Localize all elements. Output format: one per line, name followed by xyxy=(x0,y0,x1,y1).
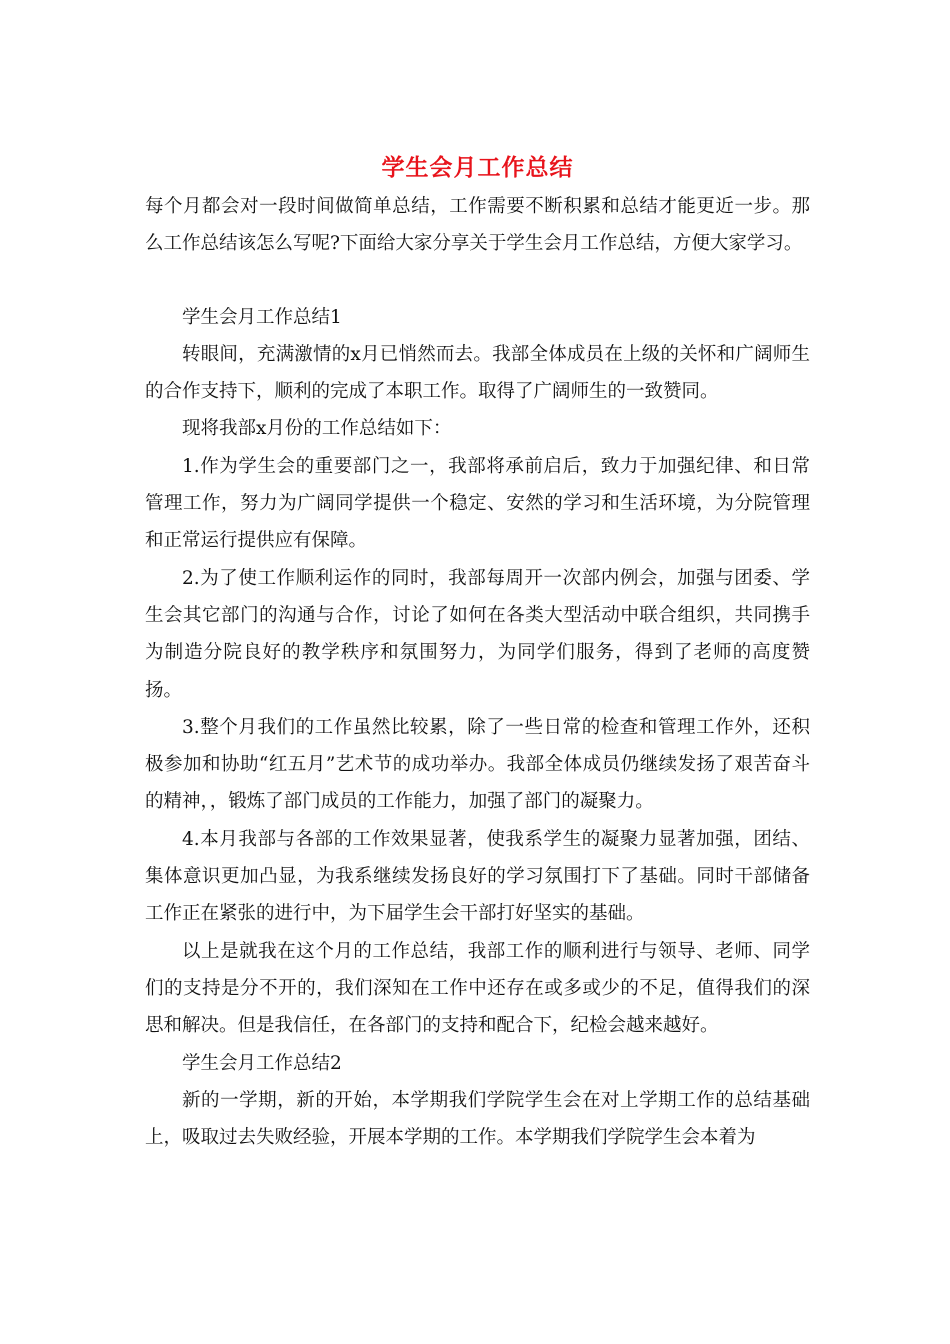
body-paragraph: 以上是就我在这个月的工作总结，我部工作的顺利进行与领导、老师、同学们的支持是分不开的，我们深知在工作中还存在或多或少的不足，值得我们的深思和解决。但是我信任，在各部门的支持和配合下，纪检会越来越好。 xyxy=(145,940,810,1037)
intro-paragraph: 每个月都会对一段时间做简单总结，工作需要不断积累和总结才能更近一步。那么工作总结该怎么写呢?下面给大家分享关于学生会月工作总结，方便大家学习。 xyxy=(145,196,810,255)
body-paragraph: 转眼间，充满激情的x月已悄然而去。我部全体成员在上级的关怀和广阔师生的合作支持下，顺利的完成了本职工作。取得了广阔师生的一致赞同。 xyxy=(145,343,810,403)
list-item-paragraph: 2.为了使工作顺利运作的同时，我部每周开一次部内例会，加强与团委、学生会其它部门的沟通与合作，讨论了如何在各类大型活动中联合组织，共同携手为制造分院良好的教学秩序和氛围努力，为同学们服务，得到了老师的高度赞扬。 xyxy=(145,567,810,701)
document-title: 学生会月工作总结 xyxy=(381,154,574,181)
section-heading: 学生会月工作总结2 xyxy=(182,1052,342,1074)
section-2 xyxy=(145,1045,810,1157)
section-heading: 学生会月工作总结1 xyxy=(182,306,342,328)
section-1 xyxy=(145,299,810,1045)
list-item-paragraph: 3.整个月我们的工作虽然比较累，除了一些日常的检查和管理工作外，还积极参加和协助“红五月”艺术节的成功举办。我部全体成员仍继续发扬了艰苦奋斗的精神，，锻炼了部门成员的工作能力，加强了部门的凝聚力。 xyxy=(145,716,810,813)
body-paragraph: 现将我部x月份的工作总结如下： xyxy=(182,418,452,440)
list-item-paragraph: 1.作为学生会的重要部门之一，我部将承前启后，致力于加强纪律、和日常管理工作，努力为广阔同学提供一个稳定、安然的学习和生活环境，为分院管理和正常运行提供应有保障。 xyxy=(145,455,810,552)
document-page xyxy=(145,148,810,1156)
list-item-paragraph: 4.本月我部与各部的工作效果显著，使我系学生的凝聚力显著加强，团结、集体意识更加凸显，为我系继续发扬良好的学习氛围打下了基础。同时干部储备工作正在紧张的进行中，为下届学生会干部打好坚实的基础。 xyxy=(145,828,810,925)
body-paragraph: 新的一学期，新的开始，本学期我们学院学生会在对上学期工作的总结基础上，吸取过去失败经验，开展本学期的工作。本学期我们学院学生会本着为 xyxy=(145,1089,810,1149)
